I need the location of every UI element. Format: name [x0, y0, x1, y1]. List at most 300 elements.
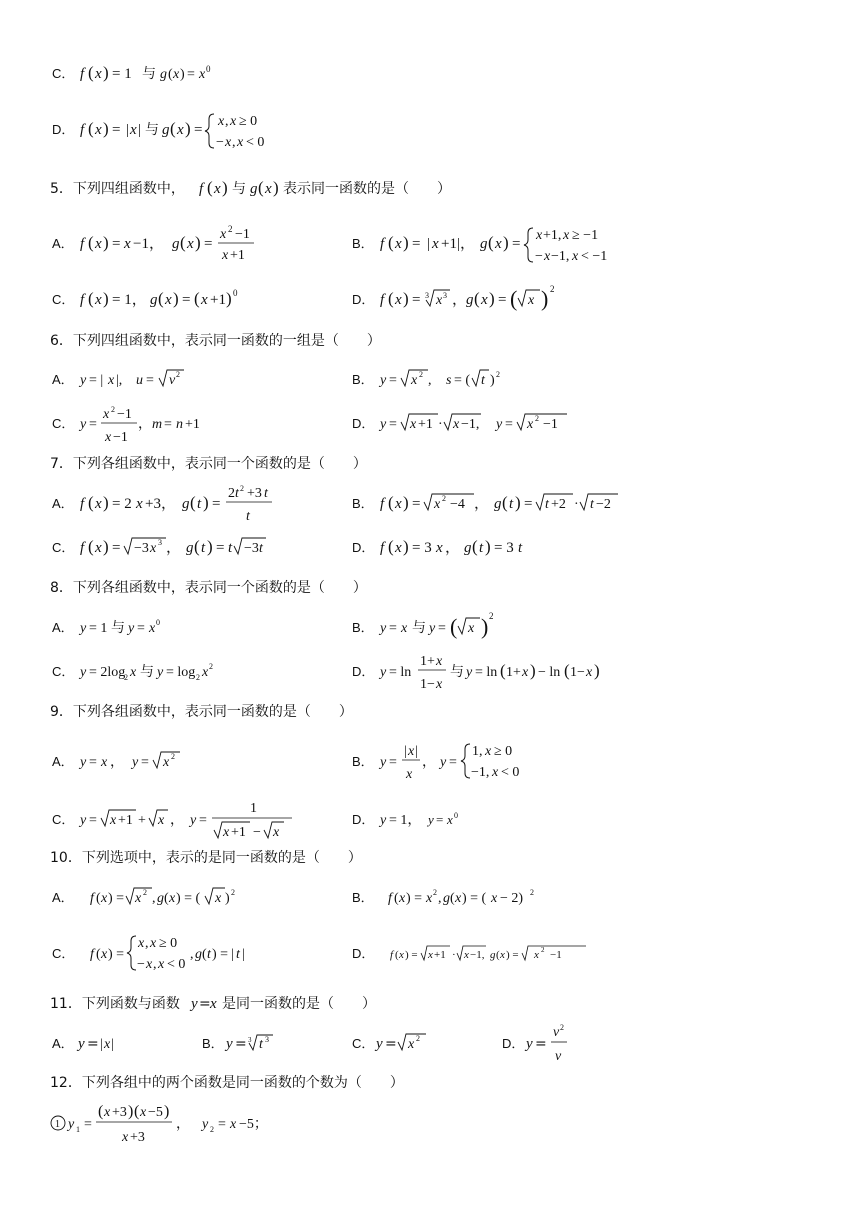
- svg-text:x: x: [223, 825, 230, 840]
- svg-text:2: 2: [442, 494, 446, 503]
- q9-option-b: [352, 744, 519, 782]
- svg-text:x: x: [201, 292, 208, 308]
- svg-text:x: x: [230, 1117, 237, 1132]
- svg-text:t: t: [259, 1037, 263, 1052]
- svg-text:x: x: [500, 949, 505, 961]
- svg-text:t: t: [235, 486, 239, 501]
- svg-text:y: y: [380, 417, 387, 432]
- svg-text:): ): [594, 661, 600, 680]
- svg-text:t: t: [590, 497, 594, 512]
- svg-text:+1,: +1,: [543, 228, 562, 243]
- svg-text:2: 2: [560, 1023, 564, 1032]
- svg-text:=: =: [141, 755, 149, 770]
- svg-text:x: x: [544, 249, 551, 264]
- svg-text:3: 3: [158, 538, 162, 547]
- q9-stem: [50, 703, 353, 720]
- svg-text:g: g: [250, 181, 258, 197]
- svg-text:y: y: [380, 665, 387, 680]
- svg-text:−1: −1: [117, 407, 132, 422]
- svg-text:f: f: [80, 292, 85, 308]
- svg-text:(: (: [564, 661, 570, 680]
- svg-text:A．: A．: [52, 236, 74, 251]
- svg-text:v: v: [553, 1025, 560, 1040]
- q11-option-b: [202, 1035, 273, 1052]
- svg-text:≥ −1: ≥ −1: [572, 228, 599, 243]
- svg-text:x: x: [408, 1037, 415, 1052]
- svg-text:·: ·: [574, 497, 579, 512]
- svg-text:2: 2: [228, 224, 233, 234]
- svg-text:·: ·: [452, 949, 456, 961]
- svg-text:x: x: [426, 891, 433, 906]
- svg-text:−1，: −1，: [133, 236, 164, 252]
- svg-text:0: 0: [233, 288, 238, 298]
- svg-text:y: y: [68, 1117, 75, 1132]
- svg-text:t: t: [207, 947, 211, 962]
- svg-text:=: =: [512, 236, 521, 252]
- svg-text:) =: ) =: [212, 947, 229, 962]
- svg-text:3: 3: [248, 1036, 252, 1044]
- svg-text:是同一函数的是（ ）: 是同一函数的是（ ）: [222, 996, 376, 1012]
- svg-text:t: t: [228, 540, 233, 556]
- svg-text:+1: +1: [118, 813, 133, 828]
- svg-text:，: ，: [110, 755, 124, 770]
- svg-text:≥ 0: ≥ 0: [494, 744, 513, 759]
- svg-text:(: (: [450, 614, 458, 639]
- q6-option-d: [352, 414, 567, 432]
- svg-text:2: 2: [489, 611, 494, 621]
- svg-text:x: x: [124, 236, 131, 252]
- svg-text:(: (: [164, 891, 169, 906]
- svg-text:(: (: [88, 233, 94, 252]
- svg-text:(: (: [96, 891, 101, 906]
- q10-option-d: [352, 946, 586, 961]
- svg-text:(: (: [496, 949, 500, 961]
- svg-text:) = (: ) = (: [176, 891, 201, 906]
- svg-text:=: =: [389, 417, 397, 432]
- svg-text:y: y: [132, 755, 139, 770]
- svg-text:C．: C．: [52, 292, 75, 307]
- svg-text:x: x: [202, 665, 209, 680]
- svg-text:=: =: [385, 1036, 397, 1052]
- svg-text:< 0: < 0: [246, 135, 265, 150]
- svg-text:g: g: [443, 891, 450, 906]
- svg-text:B．: B．: [352, 496, 374, 511]
- svg-text:+2: +2: [551, 497, 566, 512]
- svg-text:C．: C．: [52, 66, 75, 81]
- svg-text:(: (: [388, 537, 394, 556]
- q8-stem: [50, 579, 367, 596]
- svg-text:(: (: [88, 537, 94, 556]
- svg-text:x: x: [563, 228, 570, 243]
- svg-text:t: t: [479, 540, 484, 556]
- q11-option-c: [352, 1034, 426, 1052]
- svg-text:|: |: [404, 744, 407, 759]
- svg-text:t: t: [246, 509, 250, 524]
- svg-text:x: x: [138, 936, 145, 951]
- svg-text:x: x: [177, 122, 184, 138]
- svg-text:< 0: < 0: [501, 765, 520, 780]
- svg-text:t: t: [201, 540, 206, 556]
- svg-text:=: =: [412, 496, 421, 512]
- svg-text:=: =: [524, 496, 533, 512]
- svg-text:(: (: [194, 289, 200, 308]
- svg-text:=: =: [137, 621, 145, 636]
- svg-text:): ): [530, 661, 536, 680]
- svg-text:f: f: [80, 540, 85, 556]
- svg-text:g: g: [150, 292, 158, 308]
- svg-text:x: x: [395, 292, 402, 308]
- q5-option-b: [352, 228, 607, 264]
- svg-text:与: 与: [232, 181, 246, 197]
- svg-text:x: x: [218, 114, 225, 129]
- svg-text:x: x: [399, 891, 406, 906]
- q6-option-b: [352, 370, 500, 388]
- svg-text:= log: = log: [166, 665, 196, 680]
- svg-text:2: 2: [550, 284, 555, 294]
- svg-text:=: =: [389, 621, 397, 636]
- svg-text:= 1: = 1: [112, 66, 132, 82]
- svg-text:=: =: [89, 813, 97, 828]
- svg-text:u: u: [136, 373, 143, 388]
- svg-text:x: x: [95, 236, 102, 252]
- svg-text:2: 2: [496, 370, 500, 379]
- svg-text:y: y: [202, 1117, 209, 1132]
- q6-stem: [50, 332, 381, 349]
- svg-text:x: x: [108, 373, 115, 388]
- svg-text:x: x: [101, 891, 108, 906]
- svg-text:=: =: [412, 292, 421, 308]
- svg-text:(: (: [395, 949, 399, 961]
- svg-text:g: g: [494, 496, 502, 512]
- svg-text:= 1: = 1: [89, 621, 108, 636]
- svg-text:2: 2: [433, 888, 437, 897]
- svg-text:,: ,: [232, 135, 236, 150]
- svg-text:): ): [203, 493, 209, 512]
- svg-text:): ): [103, 119, 109, 138]
- svg-text:9．下列各组函数中，表示同一函数的是（ ）: 9．下列各组函数中，表示同一函数的是（ ）: [50, 704, 353, 720]
- svg-text:x: x: [150, 541, 157, 556]
- svg-text:): ): [541, 286, 549, 311]
- svg-text:): ): [403, 289, 409, 308]
- svg-text:|: |: [231, 947, 234, 962]
- svg-text:−5；: −5；: [239, 1117, 268, 1132]
- svg-text:g: g: [186, 540, 194, 556]
- svg-text:2: 2: [209, 662, 213, 671]
- svg-text:): ): [103, 233, 109, 252]
- svg-text:(: (: [472, 537, 478, 556]
- svg-text:(: (: [88, 63, 94, 82]
- svg-text:x: x: [214, 181, 221, 197]
- svg-text:≥ 0: ≥ 0: [159, 936, 178, 951]
- svg-text:A．: A．: [52, 496, 74, 511]
- svg-text:−1: −1: [113, 430, 128, 445]
- svg-text:(: (: [500, 661, 506, 680]
- svg-text:C．: C．: [52, 812, 75, 827]
- svg-text:y: y: [157, 665, 164, 680]
- svg-text:y: y: [190, 813, 197, 828]
- svg-text:): ): [273, 178, 279, 197]
- svg-text:x: x: [399, 949, 404, 961]
- svg-text:x: x: [534, 949, 539, 961]
- q12-item-1: [51, 1103, 268, 1145]
- q4-option-d: [52, 114, 264, 150]
- svg-text:x: x: [481, 292, 488, 308]
- svg-text:与: 与: [145, 122, 159, 138]
- svg-text:+1|，: +1|，: [441, 236, 475, 252]
- svg-text:|: |: [126, 122, 130, 138]
- svg-text:=: =: [204, 236, 213, 252]
- q9-option-a: [52, 752, 180, 770]
- svg-text:x: x: [140, 1105, 147, 1120]
- svg-text:−: −: [253, 825, 261, 840]
- svg-text:(: (: [502, 493, 508, 512]
- svg-text:): ): [195, 233, 201, 252]
- svg-text:− ln: − ln: [538, 665, 561, 680]
- svg-text:2: 2: [231, 888, 235, 897]
- svg-text:，: ，: [170, 813, 184, 828]
- svg-text:,: ,: [152, 891, 156, 906]
- svg-text:≥ 0: ≥ 0: [239, 114, 258, 129]
- svg-text:): ): [490, 373, 495, 388]
- svg-text:−: −: [535, 249, 543, 264]
- svg-text:x: x: [158, 813, 165, 828]
- q7-option-b: [352, 493, 618, 512]
- svg-text:,: ,: [145, 936, 149, 951]
- svg-text:(: (: [394, 891, 399, 906]
- svg-text:1−: 1−: [420, 677, 435, 692]
- svg-text:x: x: [135, 891, 142, 906]
- svg-text:=: =: [535, 1036, 547, 1052]
- svg-text:x: x: [95, 66, 102, 82]
- svg-text:y: y: [526, 1036, 533, 1052]
- svg-text:x: x: [222, 248, 229, 263]
- svg-text:+1: +1: [434, 949, 446, 961]
- svg-text:): ): [481, 614, 489, 639]
- svg-text:1: 1: [55, 1119, 60, 1130]
- svg-text:(: (: [202, 947, 207, 962]
- svg-text:−2: −2: [596, 497, 611, 512]
- svg-text:x: x: [401, 621, 408, 636]
- svg-text:) =: ) =: [405, 949, 418, 961]
- svg-text:x: x: [225, 135, 232, 150]
- q9-option-c: [52, 801, 292, 840]
- svg-text:A．: A．: [52, 372, 74, 387]
- svg-text:): ): [403, 493, 409, 512]
- svg-text:(: (: [388, 233, 394, 252]
- svg-text:): ): [128, 1103, 134, 1120]
- svg-text:−1,: −1,: [461, 417, 480, 432]
- svg-text:f: f: [380, 292, 385, 308]
- q4-option-c: [52, 63, 211, 82]
- svg-text:x: x: [572, 249, 579, 264]
- q8-option-d: [352, 654, 600, 692]
- svg-text:− 2): − 2): [500, 891, 524, 906]
- svg-text:x: x: [104, 1037, 111, 1052]
- svg-text:=: =: [112, 122, 121, 138]
- svg-text:,: ,: [225, 114, 229, 129]
- svg-text:m: m: [152, 417, 163, 432]
- svg-text:与: 与: [142, 66, 156, 82]
- svg-text:3: 3: [443, 291, 447, 300]
- svg-text:f: f: [388, 891, 392, 906]
- svg-text:y: y: [376, 1036, 383, 1052]
- svg-text:x: x: [220, 227, 227, 242]
- svg-text:= ln: = ln: [475, 665, 498, 680]
- q7-stem: [50, 455, 367, 472]
- svg-text:2: 2: [111, 405, 115, 414]
- svg-text:2: 2: [124, 673, 128, 682]
- svg-text:D．: D．: [352, 812, 375, 827]
- svg-text:x: x: [395, 540, 402, 556]
- svg-text:，: ，: [452, 292, 468, 308]
- svg-text:x: x: [528, 293, 535, 308]
- svg-text:x: x: [436, 654, 443, 669]
- svg-text:x: x: [215, 891, 222, 906]
- svg-text:x: x: [101, 755, 108, 770]
- svg-text:) = (: ) = (: [462, 891, 487, 906]
- svg-text:B．: B．: [352, 890, 374, 905]
- svg-text:=: =: [187, 67, 195, 82]
- svg-text:2: 2: [535, 414, 539, 423]
- svg-text:): ): [103, 537, 109, 556]
- svg-text:(: (: [510, 286, 518, 311]
- svg-text:|: |: [138, 122, 142, 138]
- svg-text:t: t: [509, 496, 514, 512]
- svg-text:g: g: [157, 891, 164, 906]
- svg-text:= 2: = 2: [112, 496, 132, 512]
- svg-text:f: f: [80, 496, 85, 512]
- svg-text:x: x: [428, 949, 433, 961]
- svg-text:，: ，: [176, 1117, 190, 1132]
- svg-text:+1: +1: [230, 248, 245, 263]
- svg-text:,: ,: [153, 957, 157, 972]
- svg-text:): ): [103, 63, 109, 82]
- svg-text:x: x: [408, 744, 415, 759]
- svg-text:x: x: [95, 496, 102, 512]
- svg-text:−3: −3: [134, 541, 149, 556]
- svg-text:|: |: [427, 236, 431, 252]
- svg-text:= 3: = 3: [494, 540, 514, 556]
- svg-text:8．下列各组函数中，表示同一个函数的是（ ）: 8．下列各组函数中，表示同一个函数的是（ ）: [50, 580, 367, 596]
- svg-text:): ): [403, 537, 409, 556]
- svg-text:=: =: [212, 496, 221, 512]
- svg-text:): ): [222, 178, 228, 197]
- q7-option-a: [52, 484, 272, 524]
- svg-text:3: 3: [425, 291, 429, 300]
- svg-text:f: f: [90, 947, 94, 962]
- svg-text:2: 2: [171, 752, 175, 761]
- svg-text:2: 2: [210, 1125, 214, 1134]
- svg-text:=: =: [194, 122, 203, 138]
- q5-option-c: [52, 288, 238, 308]
- svg-text:f: f: [390, 949, 394, 961]
- svg-text:): ): [173, 289, 179, 308]
- svg-text:x: x: [158, 957, 165, 972]
- svg-text:y: y: [80, 621, 87, 636]
- svg-text:+1: +1: [418, 417, 433, 432]
- svg-text:x: x: [406, 767, 413, 782]
- svg-text:g: g: [195, 947, 202, 962]
- svg-text:g: g: [160, 67, 167, 82]
- svg-text:A．: A．: [52, 620, 74, 635]
- svg-text:1−: 1−: [570, 665, 585, 680]
- svg-text:y: y: [80, 755, 87, 770]
- svg-text:D．: D．: [352, 416, 375, 431]
- svg-text:|: |: [415, 744, 418, 759]
- svg-text:,: ,: [190, 947, 194, 962]
- svg-text:B．: B．: [352, 754, 374, 769]
- svg-text:x: x: [536, 228, 543, 243]
- svg-text:5．下列四组函数中，: 5．下列四组函数中，: [50, 181, 185, 197]
- q7-option-c: [52, 537, 266, 556]
- svg-text:) =: ) =: [108, 891, 125, 906]
- svg-text:f: f: [380, 496, 385, 512]
- svg-text:|: |: [242, 947, 245, 962]
- svg-text:=: =: [389, 755, 397, 770]
- svg-text:1,: 1,: [472, 744, 483, 759]
- svg-text:x: x: [436, 677, 443, 692]
- svg-text:f: f: [80, 66, 85, 82]
- svg-text:−: −: [137, 957, 145, 972]
- svg-text:与: 与: [140, 664, 154, 680]
- svg-text:−5: −5: [148, 1105, 163, 1120]
- svg-text:C．: C．: [52, 664, 75, 679]
- svg-text:x: x: [230, 114, 237, 129]
- svg-text:3: 3: [265, 1035, 269, 1044]
- svg-text:y: y: [380, 373, 387, 388]
- svg-text:x: x: [395, 236, 402, 252]
- svg-text:x: x: [464, 949, 469, 961]
- svg-text:): ): [207, 537, 213, 556]
- svg-text:x: x: [453, 417, 460, 432]
- svg-text:= 2log: = 2log: [89, 665, 126, 680]
- svg-text:+3: +3: [130, 1130, 145, 1145]
- q11-option-a: [52, 1036, 114, 1052]
- svg-text:x: x: [210, 996, 217, 1012]
- svg-text:，: ，: [138, 417, 152, 432]
- svg-text:x: x: [122, 1130, 129, 1145]
- svg-text:=: =: [146, 373, 154, 388]
- svg-text:−4: −4: [450, 497, 465, 512]
- svg-text:x: x: [150, 936, 157, 951]
- svg-text:t: t: [197, 496, 202, 512]
- svg-text:x: x: [447, 812, 453, 827]
- svg-text:+: +: [138, 813, 146, 828]
- svg-text:C．: C．: [52, 946, 75, 961]
- svg-text:): ): [226, 289, 232, 308]
- svg-text:+3: +3: [247, 486, 262, 501]
- svg-text:= ln: = ln: [389, 665, 412, 680]
- svg-text:f: f: [80, 236, 85, 252]
- svg-text:·: ·: [438, 417, 443, 432]
- q10-option-a: [52, 888, 235, 906]
- svg-text:): ): [103, 289, 109, 308]
- svg-text:(: (: [258, 178, 264, 197]
- svg-text:< 0: < 0: [167, 957, 186, 972]
- svg-text:y: y: [191, 996, 198, 1012]
- svg-text:x: x: [455, 891, 462, 906]
- svg-text:1: 1: [250, 801, 257, 816]
- svg-text:10．下列选项中，表示的是同一函数的是（ ）: 10．下列选项中，表示的是同一函数的是（ ）: [50, 850, 362, 866]
- svg-text:): ): [515, 493, 521, 512]
- svg-text:x: x: [468, 621, 475, 636]
- svg-text:1+: 1+: [420, 654, 435, 669]
- svg-text:y: y: [380, 813, 387, 828]
- svg-text:g: g: [182, 496, 190, 512]
- svg-text:g: g: [172, 236, 180, 252]
- svg-text:2: 2: [530, 888, 534, 897]
- q10-option-c: [52, 936, 245, 972]
